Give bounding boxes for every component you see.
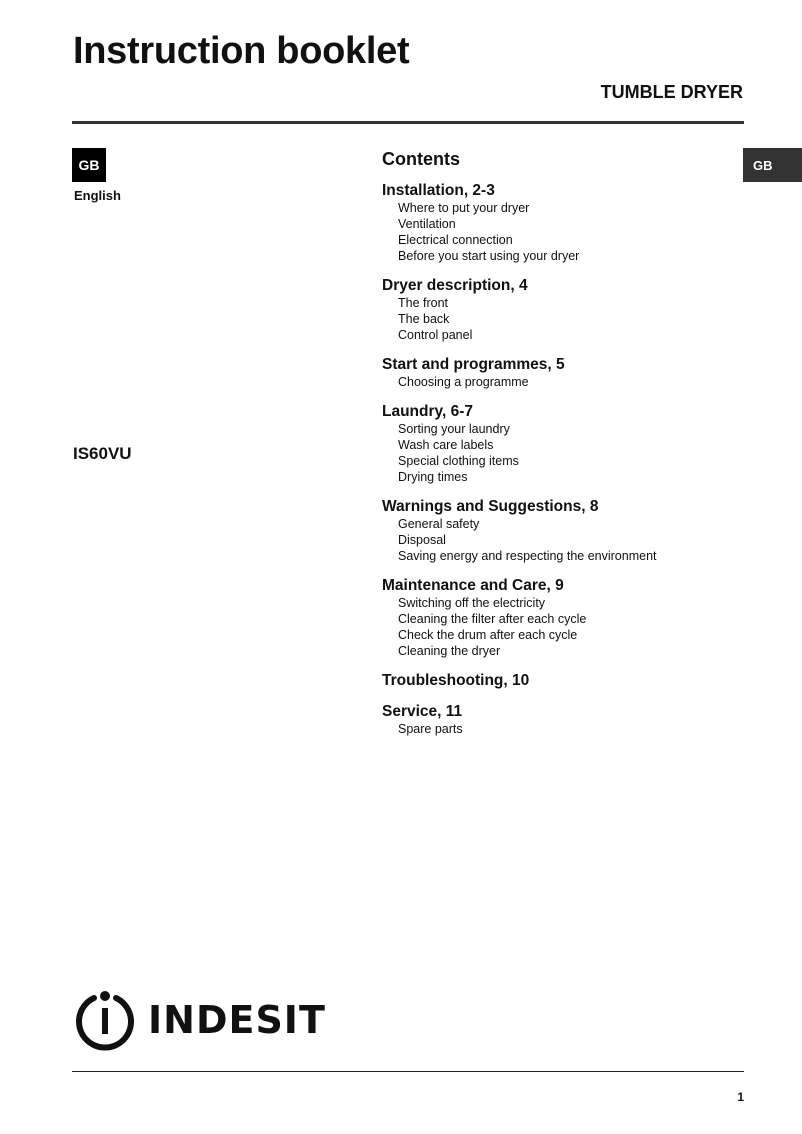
section-item: Saving energy and respecting the environment <box>398 549 657 563</box>
section-title: Installation, 2-3 <box>382 182 495 199</box>
model-number: IS60VU <box>73 444 132 463</box>
section-item: General safety <box>398 517 480 531</box>
language-badge: GB <box>72 148 106 182</box>
section-item: The front <box>398 296 449 310</box>
contents-heading: Contents <box>382 149 460 169</box>
contents-section <box>382 498 742 564</box>
product-type: TUMBLE DRYER <box>600 82 743 102</box>
section-item: Disposal <box>398 533 446 547</box>
language-label: English <box>74 188 121 203</box>
page-title: Instruction booklet <box>73 30 410 72</box>
section-item: Control panel <box>398 328 473 342</box>
section-item: Electrical connection <box>398 233 513 247</box>
section-title: Laundry, 6-7 <box>382 403 474 420</box>
contents-section <box>382 703 742 737</box>
section-item: Sorting your laundry <box>398 422 510 436</box>
section-item: Spare parts <box>398 722 463 736</box>
section-title: Dryer description, 4 <box>382 277 528 294</box>
brand-name: INDESIT <box>148 998 326 1042</box>
brand-logo <box>74 988 326 1052</box>
section-item-list <box>382 516 742 564</box>
section-item-list <box>382 595 742 659</box>
bottom-divider <box>72 1071 744 1072</box>
section-item: Choosing a programme <box>398 375 529 389</box>
indesit-logo-icon <box>74 988 136 1052</box>
section-item-list <box>382 200 742 264</box>
contents-sections <box>382 182 742 737</box>
section-item: Cleaning the dryer <box>398 644 501 658</box>
section-item: Ventilation <box>398 217 456 231</box>
table-of-contents <box>382 148 742 750</box>
section-title: Start and programmes, 5 <box>382 356 565 373</box>
section-item: Switching off the electricity <box>398 596 546 610</box>
section-item: Drying times <box>398 470 468 484</box>
page-number: 1 <box>737 1090 744 1104</box>
section-item: Where to put your dryer <box>398 201 530 215</box>
section-item: Wash care labels <box>398 438 494 452</box>
section-item-list <box>382 721 742 737</box>
side-language-tab: GB <box>743 148 802 182</box>
section-item: The back <box>398 312 450 326</box>
contents-section <box>382 403 742 485</box>
contents-section <box>382 277 742 343</box>
section-title: Service, 11 <box>382 703 463 720</box>
top-divider <box>72 121 744 124</box>
section-item-list <box>382 374 742 390</box>
contents-section <box>382 356 742 390</box>
section-item: Cleaning the filter after each cycle <box>398 612 587 626</box>
contents-section <box>382 182 742 264</box>
section-item-list <box>382 295 742 343</box>
section-item: Before you start using your dryer <box>398 249 580 263</box>
section-item-list <box>382 421 742 485</box>
section-item: Special clothing items <box>398 454 519 468</box>
contents-section <box>382 672 742 690</box>
section-title: Warnings and Suggestions, 8 <box>382 498 599 515</box>
section-item: Check the drum after each cycle <box>398 628 578 642</box>
contents-section <box>382 577 742 659</box>
section-title: Maintenance and Care, 9 <box>382 577 564 594</box>
section-title: Troubleshooting, 10 <box>382 672 530 689</box>
